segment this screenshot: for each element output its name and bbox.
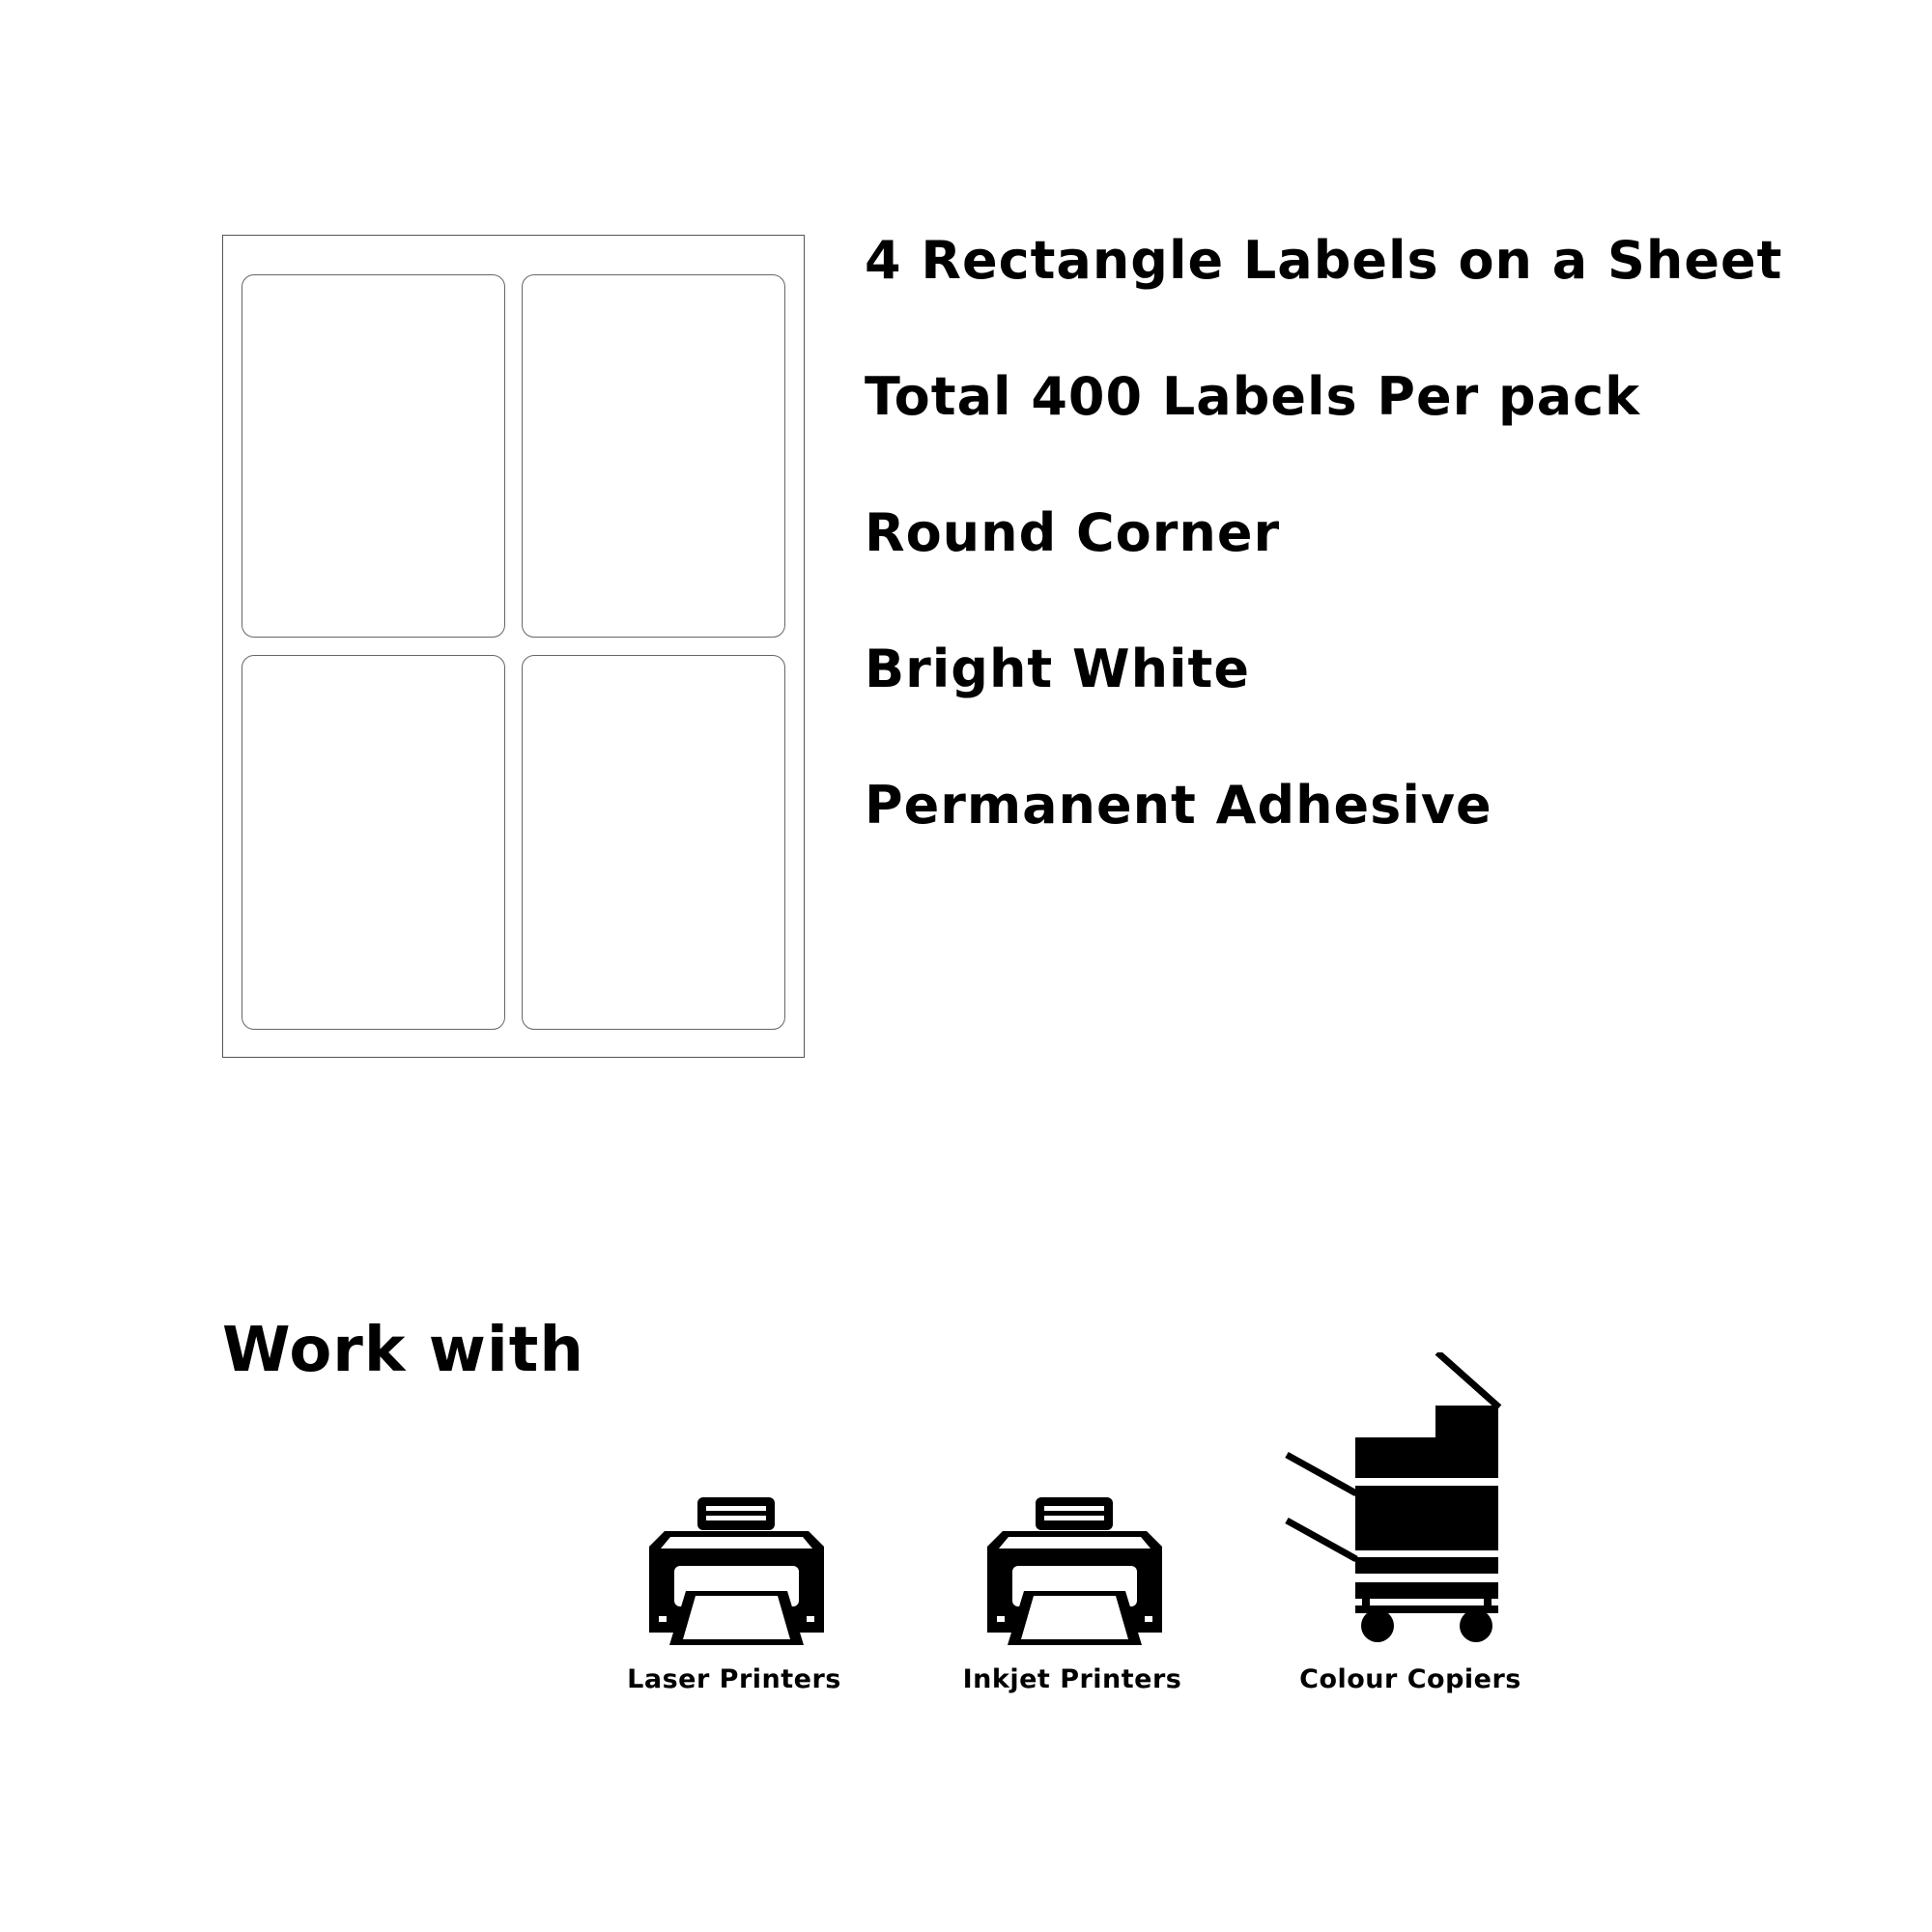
device-caption: Inkjet Printers bbox=[962, 1664, 1182, 1694]
feature-item: Bright White bbox=[865, 639, 1250, 699]
label-bottom-left bbox=[242, 655, 505, 1030]
label-top-right bbox=[522, 274, 785, 638]
feature-list bbox=[865, 230, 1782, 911]
device-caption: Laser Printers bbox=[627, 1664, 841, 1694]
device-inkjet-printers bbox=[927, 1352, 1217, 1700]
work-with-heading: Work with bbox=[222, 1315, 584, 1386]
feature-item: 4 Rectangle Labels on a Sheet bbox=[865, 230, 1783, 291]
printer-icon bbox=[985, 1492, 1164, 1657]
feature-item: Round Corner bbox=[865, 502, 1281, 563]
device-laser-printers bbox=[589, 1352, 879, 1700]
feature-item: Total 400 Labels Per pack bbox=[865, 366, 1641, 427]
device-colour-copiers bbox=[1265, 1352, 1555, 1700]
label-sheet-diagram bbox=[222, 235, 805, 1058]
copier-icon bbox=[1275, 1352, 1546, 1662]
feature-item: Permanent Adhesive bbox=[865, 775, 1492, 836]
label-top-left bbox=[242, 274, 505, 638]
device-caption: Colour Copiers bbox=[1299, 1664, 1521, 1694]
label-bottom-right bbox=[522, 655, 785, 1030]
printer-icon bbox=[647, 1492, 826, 1657]
